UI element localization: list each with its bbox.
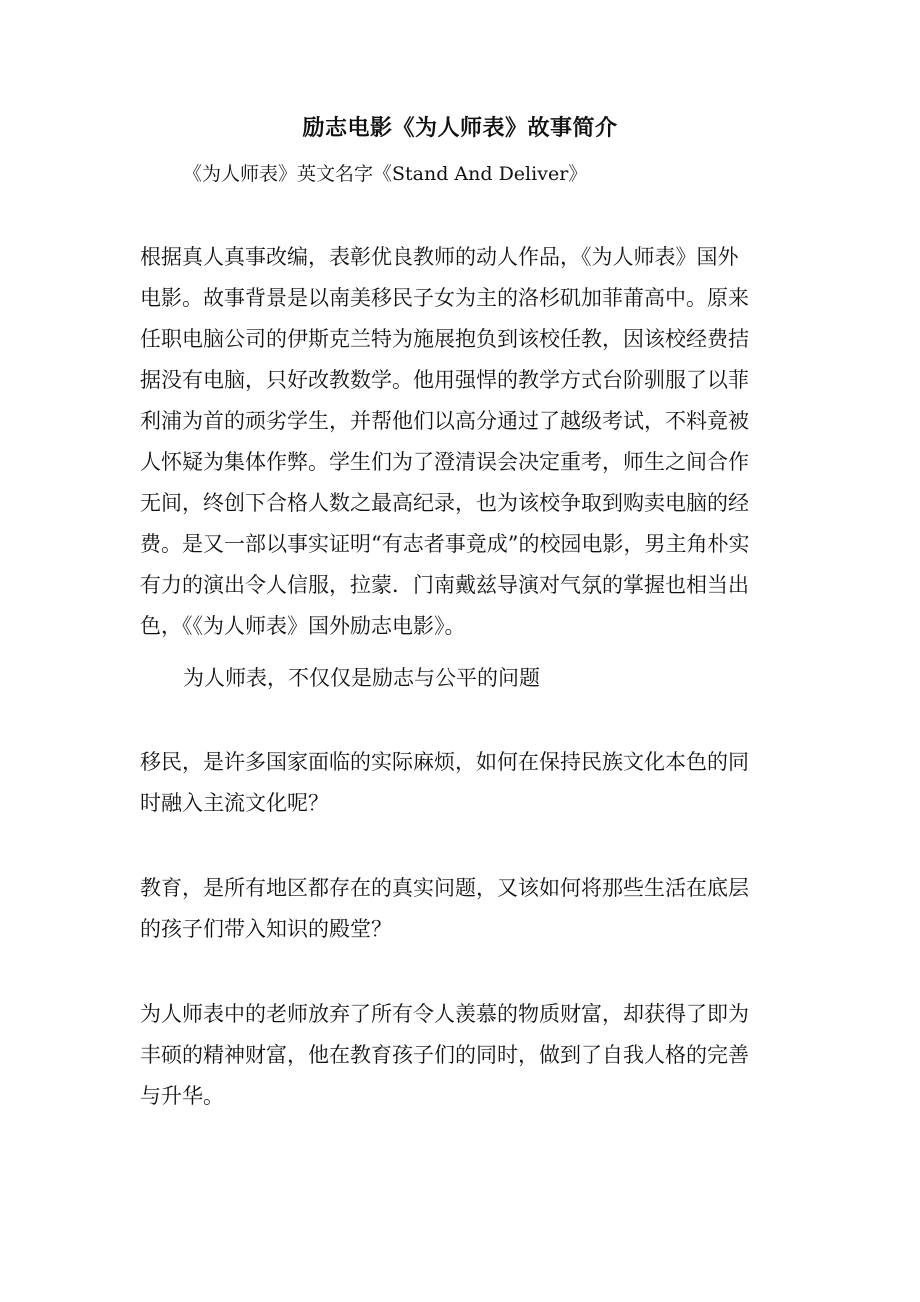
paragraph-line: 无间，终创下合格人数之最高纪录，也为该校争取到购卖电脑的经	[140, 491, 749, 515]
paragraph-intro	[140, 237, 780, 647]
paragraph-line: 有力的演出令人信服，拉蒙．门南戴兹导演对气氛的掌握也相当出	[140, 573, 749, 597]
paragraph-line: 利浦为首的顽劣学生，并帮他们以高分通过了越级考试，不料竟被	[140, 409, 749, 433]
paragraph-line: 电影。故事背景是以南美移民子女为主的洛杉矶加菲莆高中。原来	[140, 286, 749, 310]
paragraph-line: 任职电脑公司的伊斯克兰特为施展抱负到该校任教，因该校经费拮	[140, 327, 749, 351]
paragraph-line: 移民，是许多国家面临的实际麻烦，如何在保持民族文化本色的同	[140, 750, 749, 774]
paragraph-line: 的孩子们带入知识的殿堂？	[140, 917, 392, 941]
paragraph-teacher	[140, 994, 780, 1117]
paragraph-line: 根据真人真事改编，表彰优良教师的动人作品，《为人师表》国外	[140, 245, 739, 269]
paragraph-line: 丰硕的精神财富，他在教育孩子们的同时，做到了自我人格的完善	[140, 1043, 749, 1067]
section-heading: 为人师表，不仅仅是励志与公平的问题	[183, 666, 540, 690]
paragraph-line: 时融入主流文化呢？	[140, 791, 329, 815]
paragraph-line: 教育，是所有地区都存在的真实问题，又该如何将那些生活在底层	[140, 876, 749, 900]
paragraph-line: 色，《《为人师表》国外励志电影》。	[140, 614, 466, 638]
document-title: 励志电影《为人师表》故事简介	[302, 115, 618, 141]
paragraph-line: 为人师表中的老师放弃了所有令人羡慕的物质财富，却获得了即为	[140, 1002, 749, 1026]
paragraph-line: 与升华。	[140, 1084, 224, 1108]
paragraph-immigration	[140, 742, 780, 824]
paragraph-line: 费。是又一部以事实证明“有志者事竟成”的校园电影，男主角朴实	[140, 532, 750, 556]
paragraph-line: 人怀疑为集体作弊。学生们为了澄清误会决定重考，师生之间合作	[140, 450, 749, 474]
document-subtitle: 《为人师表》英文名字《Stand And Deliver》	[183, 163, 588, 185]
paragraph-line: 据没有电脑，只好改教数学。他用强悍的教学方式台阶驯服了以菲	[140, 368, 749, 392]
paragraph-education	[140, 868, 780, 950]
